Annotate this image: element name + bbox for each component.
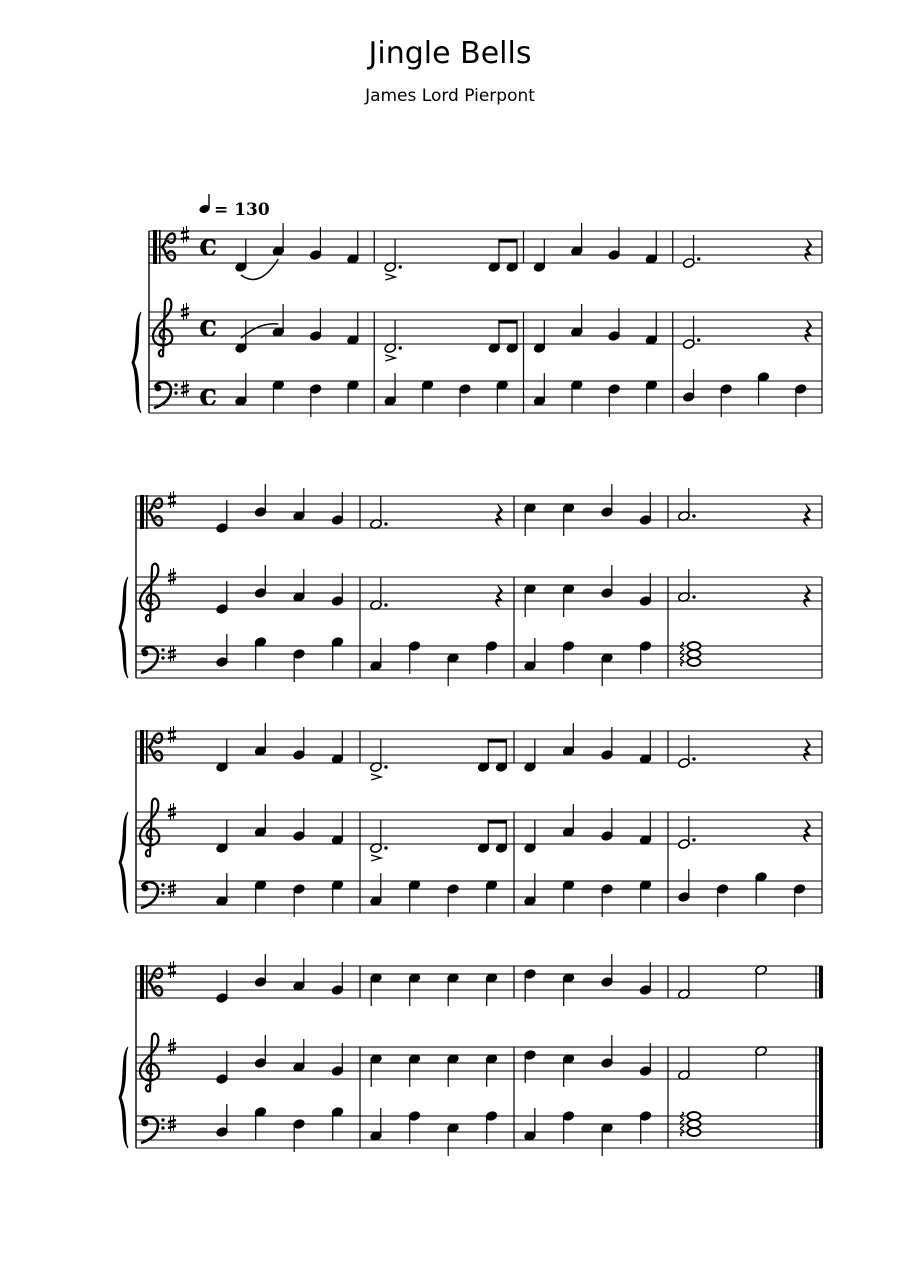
note xyxy=(485,1054,498,1087)
note xyxy=(601,653,614,686)
note xyxy=(216,739,229,772)
note xyxy=(601,1123,614,1156)
piano-brace xyxy=(132,312,141,413)
note xyxy=(293,1119,306,1152)
bass-clef-icon xyxy=(154,382,178,408)
final-barline xyxy=(819,1047,823,1148)
note xyxy=(678,869,691,902)
note xyxy=(524,503,537,536)
note xyxy=(755,965,768,998)
quarter-rest xyxy=(495,504,502,526)
quarter-rest xyxy=(805,320,812,342)
score-title: Jingle Bells xyxy=(368,36,532,71)
note xyxy=(485,1111,498,1144)
augmentation-dot xyxy=(384,765,387,768)
note xyxy=(447,973,460,1006)
note xyxy=(459,384,472,417)
note xyxy=(370,496,388,529)
augmentation-dot xyxy=(692,838,695,841)
beam xyxy=(488,820,507,824)
note xyxy=(254,804,267,837)
note xyxy=(331,1107,344,1140)
note xyxy=(601,808,614,841)
note xyxy=(235,373,248,406)
quarter-rest xyxy=(803,739,810,761)
note xyxy=(562,584,575,617)
whole-notehead xyxy=(688,1128,701,1136)
note xyxy=(562,1054,575,1087)
note xyxy=(485,973,498,1006)
note xyxy=(495,820,508,853)
augmentation-dot xyxy=(692,757,695,760)
note xyxy=(645,380,658,413)
note xyxy=(347,312,360,345)
note xyxy=(562,503,575,536)
note xyxy=(488,239,501,272)
note xyxy=(254,565,267,598)
note xyxy=(254,1035,267,1068)
note xyxy=(639,731,652,764)
accent-mark xyxy=(371,774,381,780)
note xyxy=(447,1123,460,1156)
note xyxy=(794,384,807,417)
note xyxy=(639,962,652,995)
augmentation-dot xyxy=(697,257,700,260)
note xyxy=(639,812,652,845)
note xyxy=(562,804,575,837)
note xyxy=(678,966,691,999)
note xyxy=(506,239,519,272)
augmentation-dot xyxy=(697,338,700,341)
note xyxy=(645,312,658,345)
note xyxy=(370,638,383,671)
note xyxy=(562,723,575,756)
note xyxy=(562,880,575,913)
note xyxy=(757,372,770,405)
note xyxy=(639,492,652,525)
note xyxy=(370,820,388,853)
bass-clef-icon xyxy=(141,647,165,673)
note xyxy=(608,384,621,417)
common-time-icon: c xyxy=(199,378,218,413)
note xyxy=(639,641,652,674)
sharp-icon xyxy=(168,726,176,743)
note xyxy=(716,884,729,917)
note xyxy=(331,731,344,764)
augmentation-dot xyxy=(399,265,402,268)
note xyxy=(601,954,614,987)
note xyxy=(524,584,537,617)
note xyxy=(793,884,806,917)
note xyxy=(309,384,322,417)
note xyxy=(477,739,490,772)
note xyxy=(331,492,344,525)
note xyxy=(533,373,546,406)
note xyxy=(216,1104,229,1137)
note xyxy=(216,500,229,533)
note xyxy=(216,970,229,1003)
note xyxy=(570,304,583,337)
note xyxy=(254,880,267,913)
note xyxy=(506,320,519,353)
note xyxy=(408,641,421,674)
note xyxy=(254,1107,267,1140)
note xyxy=(447,653,460,686)
note xyxy=(331,573,344,606)
common-time-icon: c xyxy=(199,228,218,263)
whole-notehead xyxy=(688,1120,701,1128)
note xyxy=(272,223,285,256)
score-system xyxy=(119,954,823,1156)
note xyxy=(347,380,360,413)
note xyxy=(562,973,575,1006)
score-system xyxy=(132,223,822,417)
quarter-rest xyxy=(495,585,502,607)
note xyxy=(570,380,583,413)
slur xyxy=(241,259,278,279)
note xyxy=(370,577,388,610)
note xyxy=(488,320,501,353)
note xyxy=(272,304,285,337)
note xyxy=(254,954,267,987)
accent-mark xyxy=(385,355,395,361)
augmentation-dot xyxy=(692,514,695,517)
note xyxy=(293,958,306,991)
note xyxy=(755,872,768,905)
note xyxy=(601,484,614,517)
note xyxy=(384,320,402,353)
note xyxy=(678,1047,691,1080)
piano-brace xyxy=(119,577,128,678)
tempo-text: = 130 xyxy=(214,200,270,220)
quarter-rest xyxy=(803,820,810,842)
note xyxy=(524,820,537,853)
sharp-icon xyxy=(168,491,176,508)
note xyxy=(485,641,498,674)
quarter-rest xyxy=(805,239,812,261)
tempo-marking xyxy=(198,194,270,220)
note xyxy=(678,569,696,602)
note xyxy=(639,1043,652,1076)
note xyxy=(601,884,614,917)
note xyxy=(293,649,306,682)
note xyxy=(293,488,306,521)
note xyxy=(720,384,733,417)
note xyxy=(524,739,537,772)
augmentation-dot xyxy=(384,603,387,606)
beam xyxy=(488,739,507,743)
whole-notehead xyxy=(688,1112,701,1120)
note xyxy=(524,638,537,671)
note xyxy=(495,739,508,772)
note xyxy=(370,1054,383,1087)
note xyxy=(562,641,575,674)
score-system xyxy=(119,723,822,917)
augmentation-dot xyxy=(692,595,695,598)
note xyxy=(254,484,267,517)
score-system xyxy=(119,484,822,686)
note xyxy=(254,637,267,670)
note xyxy=(370,739,388,772)
note xyxy=(485,880,498,913)
whole-notehead xyxy=(688,642,701,650)
bass-clef-icon xyxy=(141,1117,165,1143)
accent-mark xyxy=(385,274,395,280)
note xyxy=(331,812,344,845)
note xyxy=(533,320,546,353)
final-barline xyxy=(819,966,823,998)
whole-notehead xyxy=(688,658,701,666)
note xyxy=(408,880,421,913)
note xyxy=(293,808,306,841)
note xyxy=(447,1054,460,1087)
quarter-rest xyxy=(803,504,810,526)
note xyxy=(608,227,621,260)
note xyxy=(216,1051,229,1084)
note xyxy=(639,1111,652,1144)
note xyxy=(254,723,267,756)
note xyxy=(331,637,344,670)
beam xyxy=(498,320,517,324)
note xyxy=(293,884,306,917)
note xyxy=(384,239,402,272)
note xyxy=(331,962,344,995)
note xyxy=(645,231,658,264)
common-time-icon: c xyxy=(199,309,218,344)
augmentation-dot xyxy=(384,846,387,849)
note xyxy=(533,239,546,272)
note xyxy=(755,1046,768,1079)
note xyxy=(384,373,397,406)
note xyxy=(272,380,285,413)
note xyxy=(216,873,229,906)
note xyxy=(421,380,434,413)
note xyxy=(293,727,306,760)
note xyxy=(347,231,360,264)
note xyxy=(216,634,229,667)
sharp-icon xyxy=(181,226,189,243)
sharp-icon xyxy=(168,961,176,978)
note xyxy=(639,573,652,606)
piano-brace xyxy=(119,812,128,913)
note xyxy=(601,727,614,760)
note xyxy=(331,1043,344,1076)
note xyxy=(408,973,421,1006)
note xyxy=(524,873,537,906)
note xyxy=(601,1035,614,1068)
note xyxy=(678,488,696,521)
note xyxy=(570,223,583,256)
augmentation-dot xyxy=(399,346,402,349)
piano-brace xyxy=(119,1047,128,1148)
note xyxy=(408,1054,421,1087)
note xyxy=(331,880,344,913)
beam xyxy=(498,239,517,243)
score-composer: James Lord Pierpont xyxy=(365,86,535,106)
note xyxy=(370,873,383,906)
note xyxy=(682,369,695,402)
note xyxy=(293,1039,306,1072)
note xyxy=(235,320,248,353)
note xyxy=(216,820,229,853)
note xyxy=(309,308,322,341)
note xyxy=(608,308,621,341)
note xyxy=(309,227,322,260)
augmentation-dot xyxy=(384,522,387,525)
note xyxy=(408,1111,421,1144)
note xyxy=(524,1108,537,1141)
quarter-rest xyxy=(803,585,810,607)
note xyxy=(524,1050,537,1083)
note xyxy=(370,1108,383,1141)
bass-clef-icon xyxy=(141,882,165,908)
note xyxy=(235,239,248,272)
note xyxy=(447,884,460,917)
note xyxy=(562,1111,575,1144)
note xyxy=(216,581,229,614)
accent-mark xyxy=(371,855,381,861)
note xyxy=(370,973,383,1006)
whole-notehead xyxy=(688,650,701,658)
note xyxy=(639,880,652,913)
note xyxy=(496,380,509,413)
note xyxy=(524,969,537,1002)
note xyxy=(293,569,306,602)
note xyxy=(477,820,490,853)
note xyxy=(601,565,614,598)
